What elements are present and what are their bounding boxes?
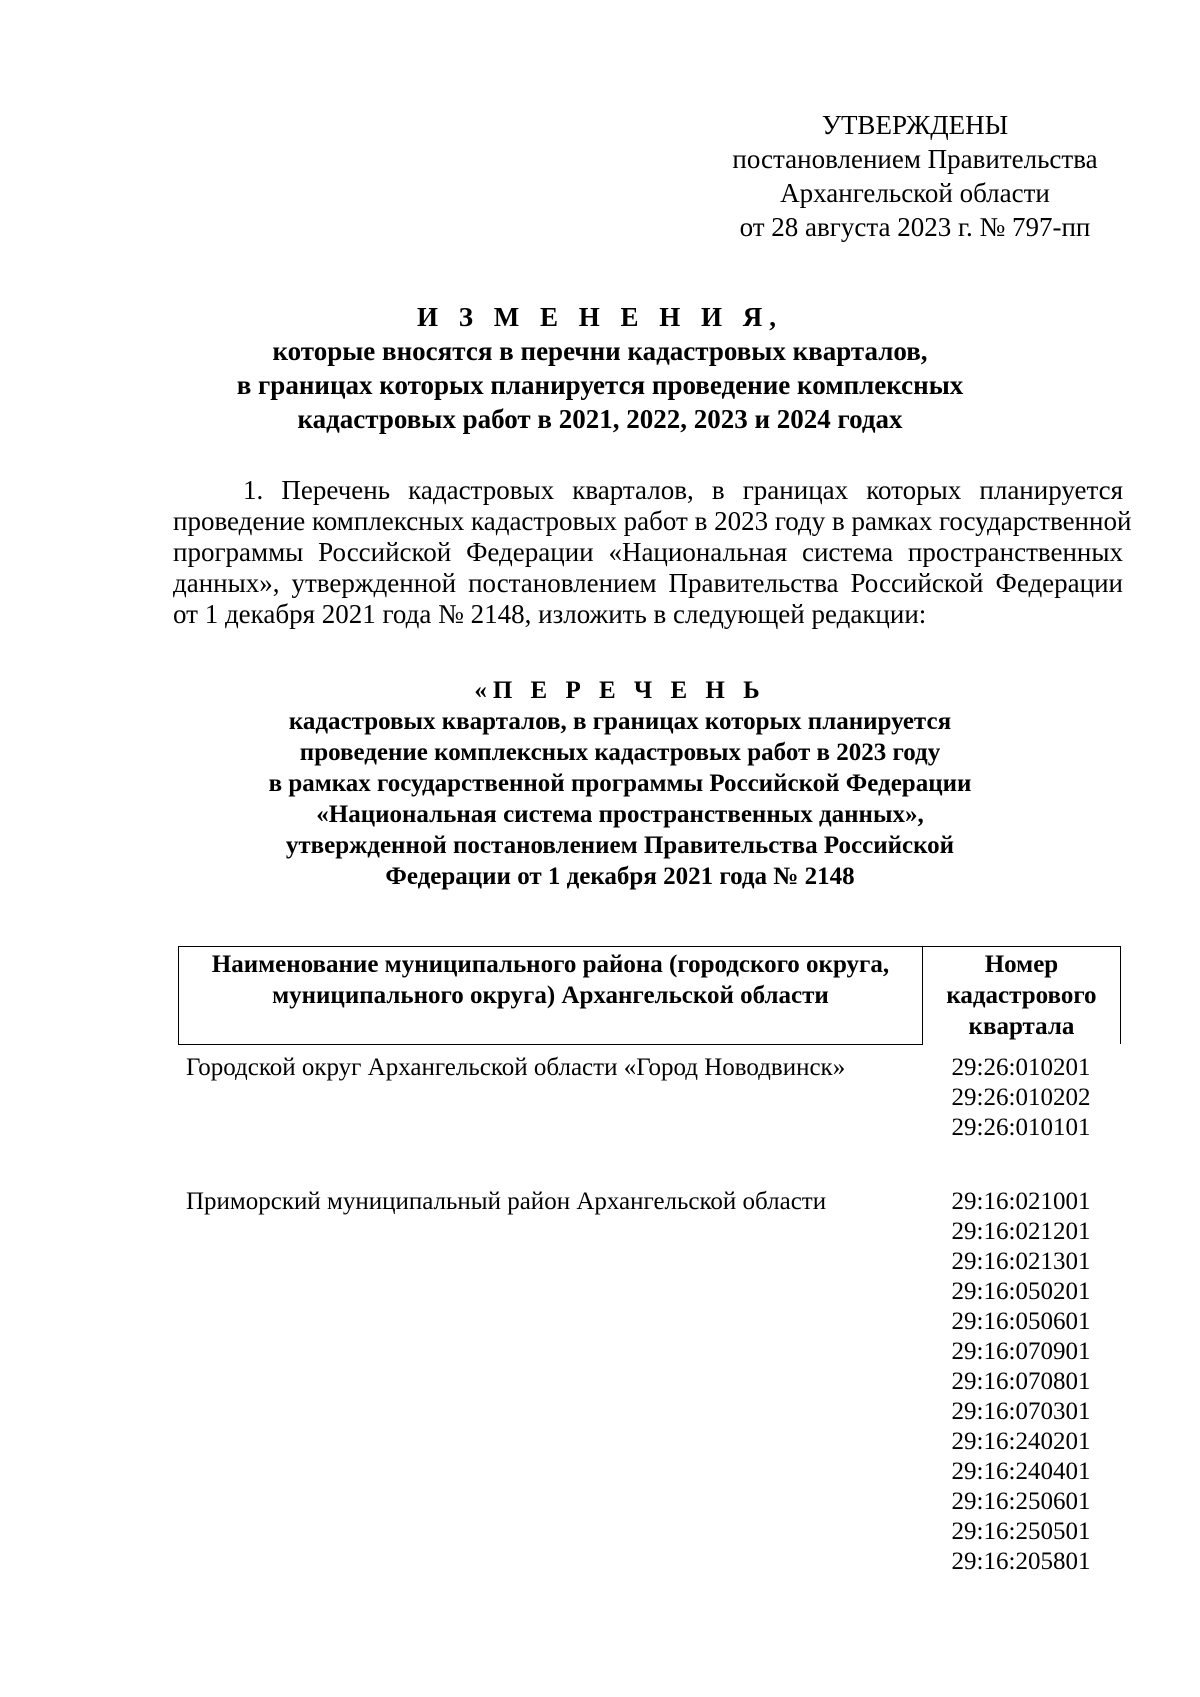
- cadastral-number: 29:16:070901: [951, 1338, 1091, 1365]
- approval-line: постановлением Правительства: [732, 144, 1098, 174]
- cadastral-number: 29:16:050201: [951, 1278, 1091, 1305]
- list-title-line: «Национальная система пространственных данных»,: [316, 801, 924, 828]
- paragraph-line: от 1 декабря 2021 года № 2148, изложить в следующей редакции:: [173, 599, 927, 629]
- cadastral-numbers: [926, 1053, 1116, 1143]
- cadastral-number: 29:26:010202: [951, 1084, 1091, 1111]
- body-paragraph: [173, 475, 1132, 630]
- table-row: [178, 1053, 1121, 1143]
- list-title-line: утвержденной постановлением Правительства Российской: [285, 832, 955, 859]
- table-header: [178, 946, 1121, 1045]
- list-title-line: проведение комплексных кадастровых работ в 2023 году: [299, 739, 941, 766]
- column-header-number: Номер кадастрового квартала: [922, 947, 1120, 1045]
- approval-line: Архангельской области: [780, 178, 1050, 208]
- paragraph-line: проведение комплексных кадастровых работ в 2023 году в рамках государственной: [173, 506, 1132, 536]
- cadastral-number: 29:16:021201: [951, 1218, 1091, 1245]
- list-title-line: в рамках государственной программы Российской Федерации: [268, 770, 972, 797]
- cadastral-number: 29:26:010201: [951, 1054, 1091, 1081]
- title-heading: И З М Е Н Е Н И Я,: [416, 302, 783, 332]
- list-title-line: Федерации от 1 декабря 2021 года № 2148: [385, 863, 855, 890]
- list-heading: «П Е Р Е Ч Е Н Ь: [474, 677, 766, 704]
- list-title: [220, 675, 1020, 892]
- cadastral-number: 29:16:240201: [951, 1428, 1091, 1455]
- title-line: в границах которых планируется проведение комплексных: [236, 370, 964, 400]
- cadastral-number: 29:16:250601: [951, 1488, 1091, 1515]
- title-line: которые вносятся в перечни кадастровых кварталов,: [272, 336, 928, 366]
- list-title-line: кадастровых кварталов, в границах которых планируется: [288, 708, 952, 735]
- cadastral-number: 29:16:021301: [951, 1248, 1091, 1275]
- cadastral-number: 29:16:070801: [951, 1368, 1091, 1395]
- approval-line: УТВЕРЖДЕНЫ: [821, 110, 1009, 140]
- cadastral-number: 29:16:021001: [951, 1188, 1091, 1215]
- paragraph-line: программы Российской Федерации «Национальная система пространственных: [173, 537, 1123, 567]
- approval-block: [700, 108, 1130, 244]
- approval-line: от 28 августа 2023 г. № 797-пп: [739, 212, 1091, 242]
- cadastral-numbers: [926, 1187, 1116, 1577]
- cadastral-number: 29:16:070301: [951, 1398, 1091, 1425]
- cadastral-number: 29:16:205801: [951, 1548, 1091, 1575]
- cadastral-number: 29:26:010101: [951, 1114, 1091, 1141]
- title-line: кадастровых работ в 2021, 2022, 2023 и 2024 годах: [297, 404, 903, 434]
- table-row: [178, 1187, 1121, 1577]
- column-header-district: Наименование муниципального района (городского округа, муниципального округа) Архангельской области: [179, 947, 923, 1045]
- paragraph-line: 1. Перечень кадастровых кварталов, в границах которых планируется: [243, 475, 1123, 505]
- district-name: Городской округ Архангельской области «Город Новодвинск»: [186, 1054, 846, 1081]
- document-title: [160, 300, 1040, 436]
- cadastral-number: 29:16:240401: [951, 1458, 1091, 1485]
- table-body: [178, 1053, 1121, 1577]
- cadastral-number: 29:16:050601: [951, 1308, 1091, 1335]
- paragraph-line: данных», утвержденной постановлением Правительства Российской Федерации: [173, 568, 1123, 598]
- cadastral-number: 29:16:250501: [951, 1518, 1091, 1545]
- district-name: Приморский муниципальный район Архангельской области: [186, 1188, 827, 1215]
